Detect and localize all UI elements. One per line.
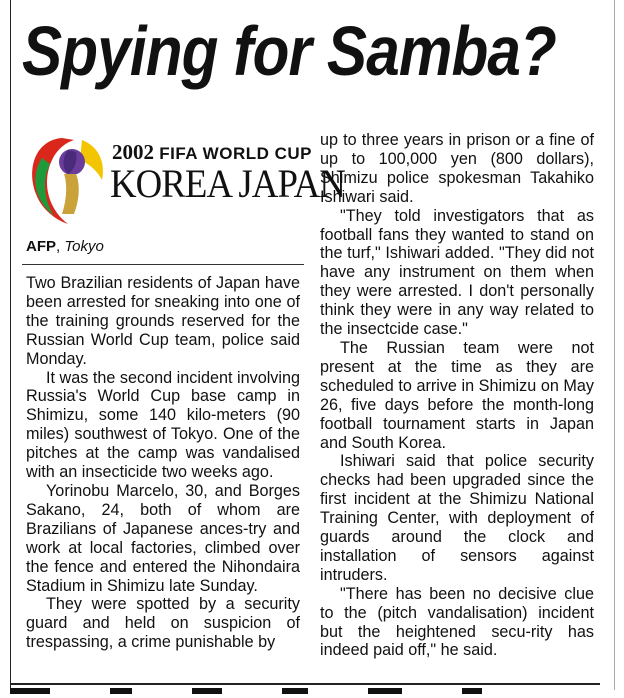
- column-rule-left: [10, 0, 11, 690]
- world-cup-emblem-icon: [22, 128, 108, 228]
- article-column-right: [320, 131, 594, 660]
- bottom-rule: [10, 683, 600, 685]
- article-paragraph: The Russian team were not present at the time as they are scheduled to arrive in Shimizu on May 26, five days before the month-long football tournament starts in Japan and South Korea.: [320, 338, 594, 452]
- logo-event-name: FIFA WORLD CUP: [159, 144, 312, 163]
- article-paragraph: It was the second incident involving Russia's World Cup base camp in Shimizu, some 140 kilo-meters (90 miles) southwest of Tokyo. One of the pitches at the camp was vandalised with an insecticide two weeks ago.: [26, 368, 300, 482]
- headline: Spying for Samba?: [22, 12, 556, 90]
- article-paragraph: Yorinobu Marcelo, 30, and Borges Sakano, 24, both of whom are Brazilians of Japanese ances-try and work at local factories, climbed over the fence and entered the Nihondaira Stadium in Shimizu late Sunday.: [26, 481, 300, 595]
- article-paragraph: up to three years in prison or a fine of up to 100,000 yen (800 dollars), Shimizu police spokesman Takahiko Ishiwari said.: [320, 131, 594, 206]
- article-paragraph: "There has been no decisive clue to the (pitch vandalisation) incident but the heightened secu-rity has indeed paid off," he said.: [320, 584, 594, 660]
- article-paragraph: They were spotted by a security guard and held on suspicion of trespassing, a crime punishable by: [26, 595, 300, 652]
- world-cup-logo: [22, 128, 345, 228]
- article-paragraph: Ishiwari said that police security checks had been upgraded since the first incident at the Shimizu National Training Center, with deployment of guards around the clock and installation of sensors against intruders.: [320, 452, 594, 584]
- dateline-place: Tokyo: [64, 238, 104, 255]
- dateline: AFP, Tokyo: [26, 238, 104, 255]
- article-paragraph: "They told investigators that as football fans they wanted to stand on the turf," Ishiwari added. "They did not have any instrument on them when they were arrested. I don't personally think they were in any way related to the insectcide case.": [320, 206, 594, 339]
- column-rule-right: [614, 0, 615, 690]
- article-paragraph: Two Brazilian residents of Japan have been arrested for sneaking into one of the training grounds reserved for the Russian World Cup team, police said Monday.: [26, 274, 300, 368]
- news-agency: AFP: [26, 238, 56, 255]
- cropped-next-article-strip: [10, 688, 610, 698]
- logo-host-countries: KOREA JAPAN: [110, 161, 345, 206]
- dateline-divider: [22, 264, 304, 265]
- logo-year-number: 2002: [112, 140, 154, 164]
- article-column-left: [26, 274, 300, 652]
